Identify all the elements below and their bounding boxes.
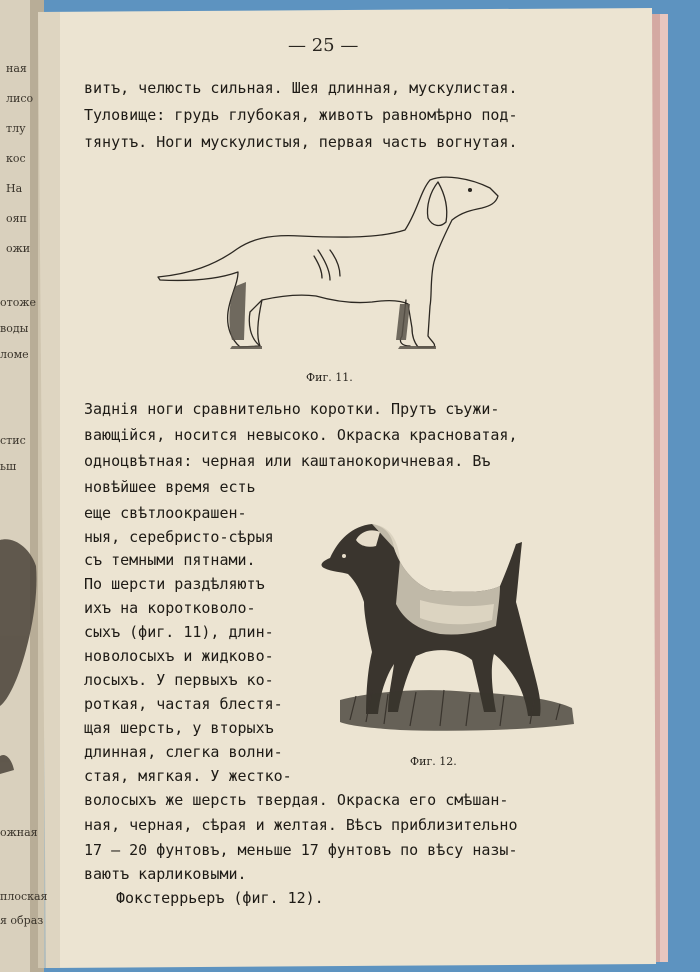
text-column-line-5: По шерсти раздѣляютъ [84,575,265,593]
text-column-line-10: роткая, частая блестя- [84,695,283,713]
left-fragment: лисо [6,92,34,105]
left-fragment: ломе [0,348,29,361]
text-middle-line-3: одноцвѣтная: черная или каштанокоричневая. Въ [84,452,491,470]
left-fragment: я образ [0,914,44,927]
text-bottom-line-3: 17 — 20 фунтовъ, меньше 17 фунтовъ по вѣсу назы- [84,841,518,859]
text-bottom-line-1: волосыхъ же шерсть твердая. Окраска его смѣшан- [84,791,509,809]
text-middle-line-1: Заднія ноги сравнительно коротки. Прутъ съужи- [84,400,500,418]
text-bottom-line-2: ная, черная, сѣрая и желтая. Вѣсъ приблизительно [84,816,518,834]
left-fragment: ояп [6,212,27,225]
left-fragment: тлу [6,122,26,135]
text-column-line-11: щая шерсть, у вторыхъ [84,719,274,737]
figure-11-caption: Фиг. 11. [306,371,353,384]
text-column-line-1: новѣйшее время есть [84,478,256,496]
left-fragment: воды [0,322,29,335]
text-column-line-9: лосыхъ. У первыхъ ко- [84,671,274,689]
left-fragment: плоская [0,890,48,903]
page-number: — 25 — [288,35,359,56]
text-last-line: Фокстеррьеръ (фиг. 12). [116,889,324,907]
left-fragment: ьш [0,460,17,473]
text-column-line-3: ныя, серебристо-сѣрыя [84,528,274,546]
text-top-line-2: Туловище: грудь глубокая, животъ равномѣрно под- [84,106,518,124]
left-fragment: ная [6,62,27,75]
left-fragment: ожи [6,242,31,255]
left-fragment: На [6,182,23,195]
text-middle-line-2: вающійся, носится невысоко. Окраска красноватая, [84,426,518,444]
text-column-line-6: ихъ на коротковоло- [84,599,256,617]
text-column-line-4: съ темными пятнами. [84,551,256,569]
left-fragment: кос [6,152,26,165]
left-fragment: ожная [0,826,38,839]
text-top-line-3: тянутъ. Ноги мускулистыя, первая часть вогнутая. [84,133,518,151]
text-top-line-1: витъ, челюсть сильная. Шея длинная, мускулистая. [84,79,518,97]
left-fragment: отоже [0,296,36,309]
text-column-line-13: стая, мягкая. У жестко- [84,767,292,785]
text-column-line-12: длинная, слегка волни- [84,743,283,761]
figure-12-caption: Фиг. 12. [410,755,457,768]
text-column-line-7: сыхъ (фиг. 11), длин- [84,623,274,641]
text-column-line-8: новолосыхъ и жидково- [84,647,274,665]
text-bottom-line-4: ваютъ карликовыми. [84,865,247,883]
left-fragment: стис [0,434,26,447]
text-column-line-2: еще свѣтлоокрашен- [84,504,247,522]
